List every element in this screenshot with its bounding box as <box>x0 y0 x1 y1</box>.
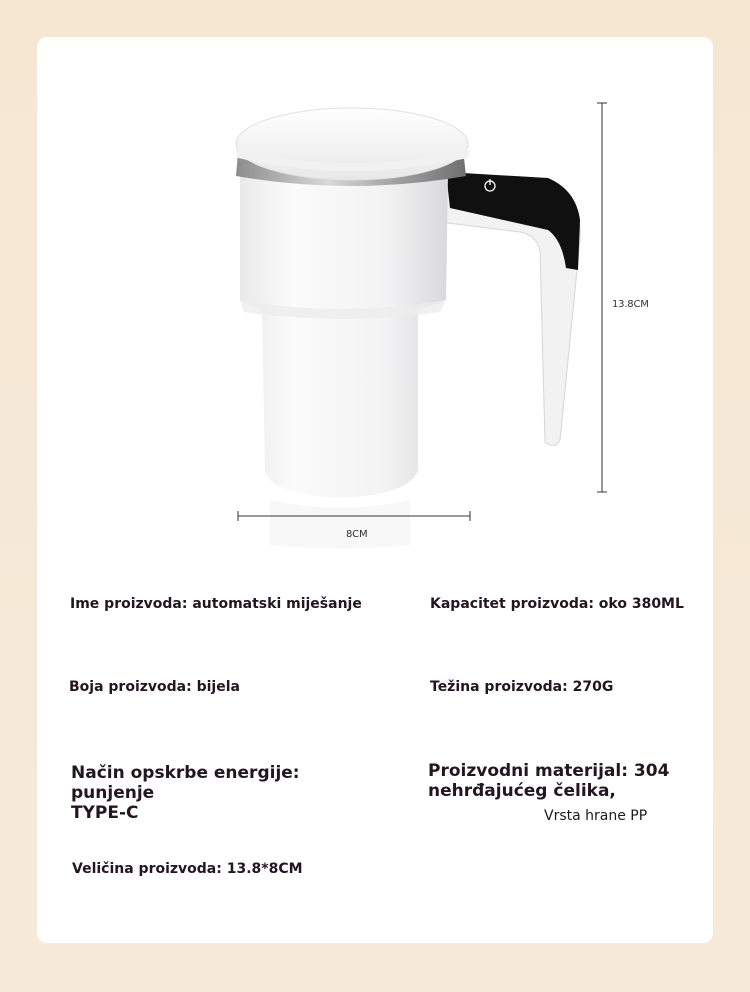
spec-color: Boja proizvoda: bijela <box>65 677 244 697</box>
spec-weight: Težina proizvoda: 270G <box>426 677 617 697</box>
spec-power-line2: TYPE-C <box>71 803 139 823</box>
spec-material <box>424 759 682 803</box>
spec-product-name: Ime proizvoda: automatski miješanje <box>66 594 366 614</box>
spec-size: Veličina proizvoda: 13.8*8CM <box>68 859 307 879</box>
height-dimension-line <box>597 103 607 492</box>
width-label: 8CM <box>346 529 368 540</box>
mug-lid <box>236 108 470 180</box>
spec-material-line3: Vrsta hrane PP <box>540 806 651 826</box>
height-label: 13.8CM <box>612 299 649 310</box>
spec-material-line2: nehrđajućeg čelika, <box>428 781 616 801</box>
mug-body <box>240 175 448 549</box>
spec-material-line1: Proizvodni materijal: 304 <box>428 761 670 781</box>
spec-capacity: Kapacitet proizvoda: oko 380ML <box>426 594 688 614</box>
spec-power-line1: Način opskrbe energije: punjenje <box>71 763 300 803</box>
mug-handle <box>440 172 580 446</box>
spec-power-supply <box>67 761 375 825</box>
